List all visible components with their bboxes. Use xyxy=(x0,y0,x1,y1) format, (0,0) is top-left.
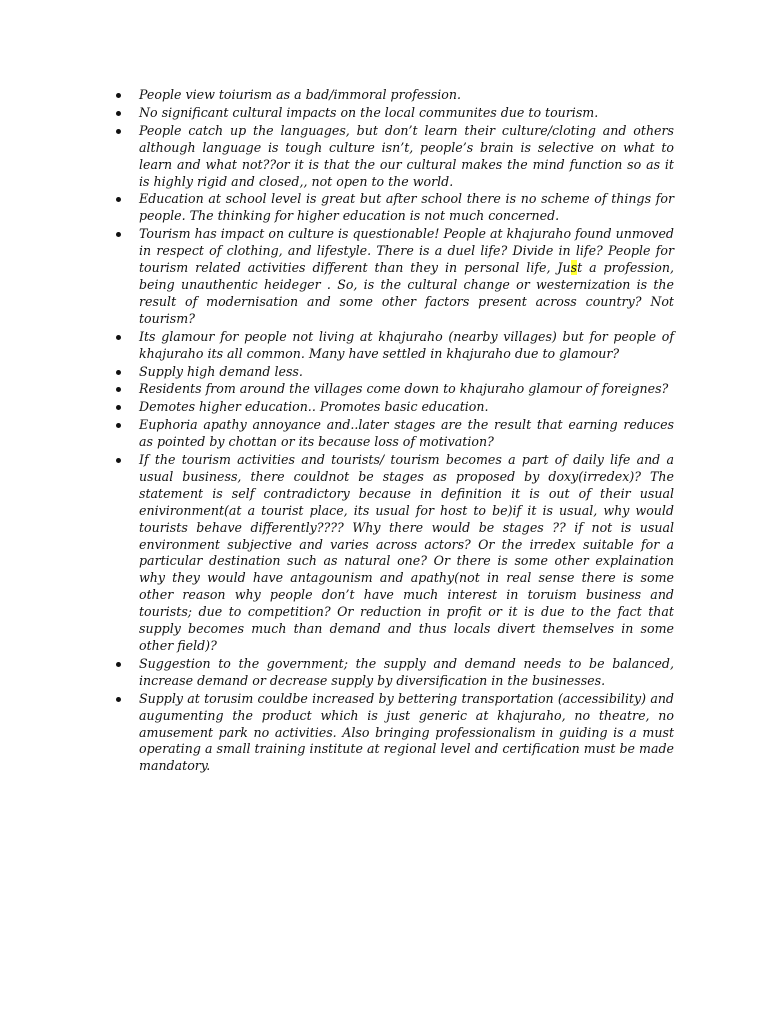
bullet-item xyxy=(114,329,674,363)
bullet-dot-icon xyxy=(116,387,121,392)
bullet-item xyxy=(114,123,674,191)
bullet-item xyxy=(114,226,674,327)
bullet-item xyxy=(114,399,674,416)
bullet-text-part: Tourism has impact on culture is questionable! People at khajuraho found unmoved in respect of clothing, and lifestyle. There is a duel life? Divide in life? People for tourism related activities different than they in personal life, Ju xyxy=(139,226,674,276)
bullet-dot-icon xyxy=(116,423,121,428)
bullet-item xyxy=(114,452,674,655)
bullet-text: Euphoria apathy annoyance and..later stages are the result that earning reduces as pointed by chottan or its because loss of motivation? xyxy=(139,417,674,450)
bullet-dot-icon xyxy=(116,662,121,667)
bullet-dot-icon xyxy=(116,405,121,410)
bullet-item xyxy=(114,381,674,398)
bullet-text xyxy=(139,226,674,327)
bullet-dot-icon xyxy=(116,197,121,202)
bullet-text-part: t a profession, being unauthentic heideger . So, is the cultural change or westernization is the result of modernisation and some other factors present across country? Not tourism? xyxy=(139,260,674,326)
bullet-dot-icon xyxy=(116,111,121,116)
bullet-text: People catch up the languages, but don’t learn their culture/cloting and others although language is tough culture isn’t, people’s brain is selective on what to learn and what not??or it is that the our cultural makes the mind function so as it is highly rigid and closed,, not open to the world. xyxy=(139,122,674,189)
bullet-dot-icon xyxy=(116,697,121,702)
bullet-item xyxy=(114,191,674,225)
bullet-dot-icon xyxy=(116,335,121,340)
bullet-item xyxy=(114,364,674,381)
bullet-dot-icon xyxy=(116,232,121,237)
bullet-dot-icon xyxy=(116,458,121,463)
bullet-text: Demotes higher education.. Promotes basic education. xyxy=(139,399,489,415)
bullet-dot-icon xyxy=(116,93,121,98)
bullet-text: No significant cultural impacts on the local communites due to tourism. xyxy=(139,104,599,120)
bullet-item xyxy=(114,417,674,451)
bullet-item xyxy=(114,105,674,122)
bullet-text: People view toiurism as a bad/immoral profession. xyxy=(139,87,461,102)
bullet-text: Suggestion to the government; the supply and demand needs to be balanced, increase demand or decrease supply by diversification in the businesses. xyxy=(139,655,674,688)
bullet-text: Its glamour for people not living at khajuraho (nearby villages) but for people of khajuraho its all common. Many have settled in khajuraho due to glamour? xyxy=(139,328,674,361)
bullet-dot-icon xyxy=(116,370,121,375)
bullet-item xyxy=(114,656,674,690)
bullet-item xyxy=(114,87,674,104)
bullet-text: Residents from around the villages come down to khajuraho glamour of foreignes? xyxy=(139,381,669,397)
bullet-list xyxy=(114,87,674,776)
bullet-text: Supply high demand less. xyxy=(139,363,303,379)
bullet-text: If the tourism activities and tourists/ tourism becomes a part of daily life and a usual business, there couldnot be stages as proposed by doxy(irredex)? The statement is self contradictory because in definition it is out of their usual enivironment(at a tourist place, its usual for host to be)if it is usual, why would tourists behave differently???? Why there would be stages ?? if not is usual environment subjective and varies across actors? Or the irredex suitable for a particular destination such as natural one? Or there is some other explaination why they would have antagounism and apathy(not in real sense there is some other reason why people don’t have much interest in toruism business and tourists; due to competition? Or reduction in profit or it is due to the fact that supply becomes much than demand and thus locals divert themselves in some other field)? xyxy=(139,452,674,653)
bullet-dot-icon xyxy=(116,129,121,134)
bullet-text: Supply at torusim couldbe increased by bettering transportation (accessibility) and augumenting the product which is just generic at khajuraho, no theatre, no amusement park no activities. Also bringing professionalism in guiding is a must operating a small training institute at regional level and certification must be made mandatory. xyxy=(139,690,674,774)
highlighted-text: s xyxy=(570,260,578,276)
bullet-item xyxy=(114,691,674,776)
bullet-text: Education at school level is great but after school there is no scheme of things for people. The thinking for higher education is not much concerned. xyxy=(139,191,674,224)
